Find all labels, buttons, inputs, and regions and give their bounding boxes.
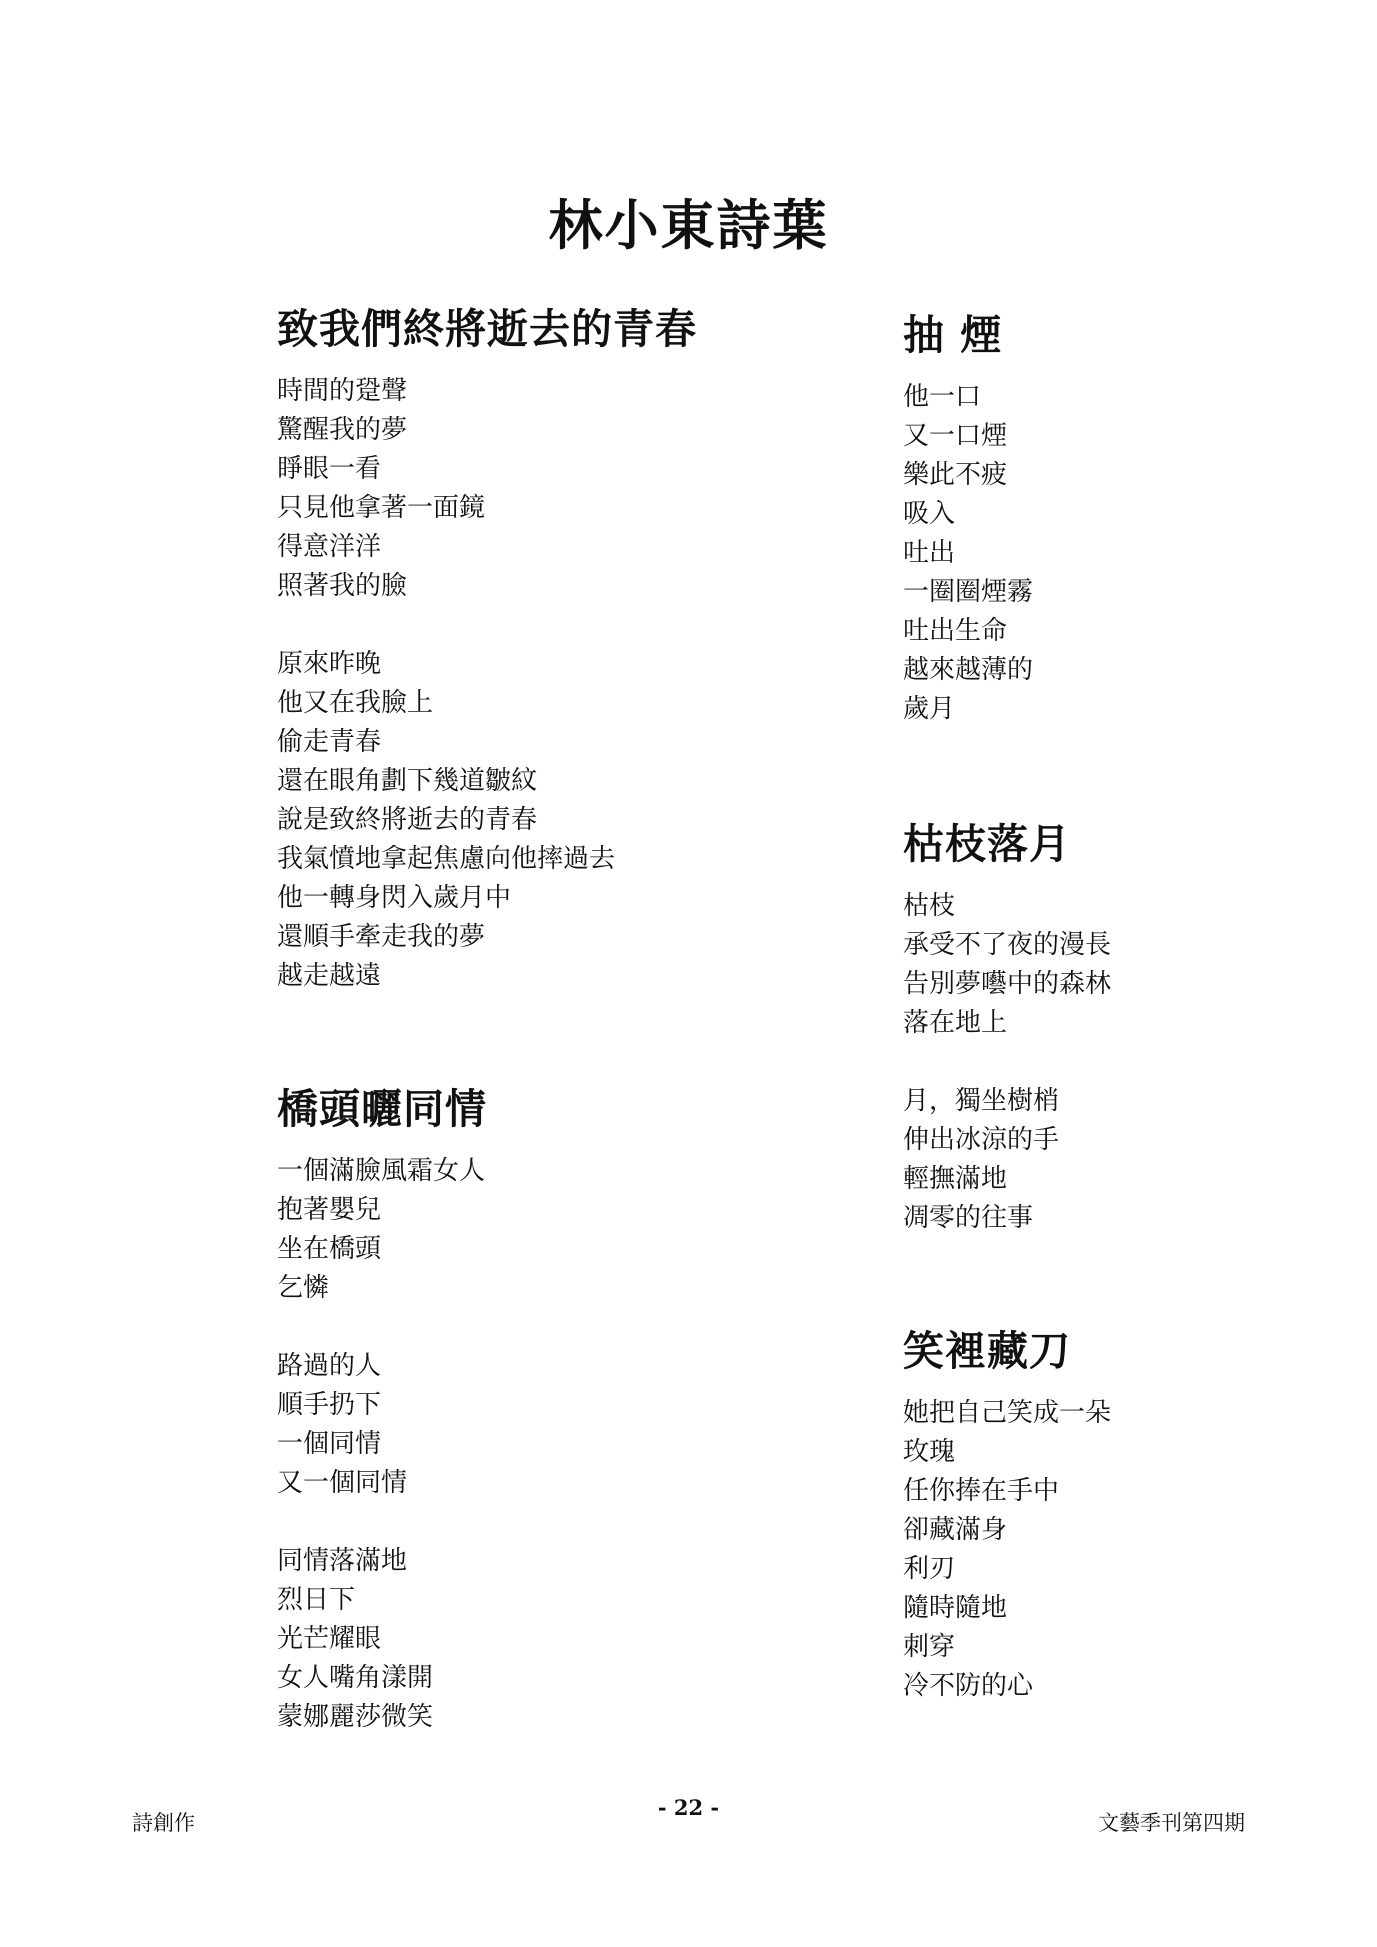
poem-line: 他又在我臉上 [277,688,434,718]
poem-line: 同情落滿地 [277,1546,408,1576]
poem-line: 落在地上 [903,1008,1008,1038]
poem-line: 刺穿 [903,1632,956,1662]
poem-line: 樂此不疲 [903,460,1008,490]
poem-line: 女人嘴角漾開 [277,1663,434,1693]
poem [277,300,837,996]
page-number: - 22 - [657,1795,720,1820]
stanza [903,1394,1283,1706]
poem-line: 他一轉身閃入歲月中 [277,883,512,913]
footer-section-label: 詩創作 [132,1811,195,1835]
poem-line: 說是致終將逝去的青春 [277,805,538,835]
poem-line: 一個滿臉風霜女人 [277,1156,486,1186]
poem-line: 吸入 [903,499,956,529]
stanza [903,887,1283,1043]
poem-line: 一個同情 [277,1429,382,1459]
poem-title: 笑裡藏刀 [903,1327,1071,1375]
poem [903,1322,1283,1706]
poem [903,815,1283,1238]
poem-line: 告別夢囈中的森林 [903,969,1112,999]
poem-line: 照著我的臉 [277,571,408,601]
poem-line: 任你捧在手中 [903,1476,1060,1506]
poem-line: 乞憐 [277,1273,330,1303]
poem-title: 抽 煙 [903,311,1003,359]
poem-line: 睜眼一看 [277,454,382,484]
page-title: 林小東詩葉 [548,193,829,257]
poem-line: 烈日下 [277,1585,356,1615]
poem-line: 原來昨晚 [277,649,382,679]
poem-line: 偷走青春 [277,727,382,757]
poem-line: 冷不防的心 [903,1671,1034,1701]
poem-line: 卻藏滿身 [903,1515,1008,1545]
poem [277,1080,837,1737]
poem-line: 順手扔下 [277,1390,382,1420]
stanza [277,645,837,996]
poem-line: 越來越薄的 [903,655,1034,685]
poem-line: 光芒耀眼 [277,1624,382,1654]
poem-line: 我氣憤地拿起焦慮向他摔過去 [277,844,616,874]
poem-line: 驚醒我的夢 [277,415,408,445]
poem-line: 又一口煙 [903,421,1008,451]
poem-line: 吐出 [903,538,956,568]
poem-line: 蒙娜麗莎微笑 [277,1702,434,1732]
poem-line: 利刃 [903,1554,956,1584]
poem-line: 又一個同情 [277,1468,408,1498]
stanza [277,1347,837,1503]
poem-line: 月，獨坐樹梢 [903,1086,1060,1116]
stanza [903,378,1283,729]
stanza [903,1082,1283,1238]
right-column [903,306,1283,1706]
poem-line: 玫瑰 [903,1437,956,1467]
poem-title: 致我們終將逝去的青春 [277,305,697,353]
poem-line: 隨時隨地 [903,1593,1008,1623]
poem-line: 伸出冰涼的手 [903,1125,1060,1155]
poem-line: 坐在橋頭 [277,1234,382,1264]
poem-title: 枯枝落月 [903,820,1071,868]
stanza [277,372,837,606]
poem-line: 她把自己笑成一朵 [903,1398,1112,1428]
poem-line: 吐出生命 [903,616,1008,646]
poem-line: 時間的跫聲 [277,376,408,406]
left-column [277,300,837,1737]
poem-line: 還在眼角劃下幾道皺紋 [277,766,538,796]
poem-title: 橋頭曬同情 [277,1085,487,1133]
poem-line: 只見他拿著一面鏡 [277,493,486,523]
poem-line: 越走越遠 [277,961,382,991]
footer-publication-title: 文藝季刊第四期 [1098,1811,1245,1835]
stanza [277,1152,837,1308]
stanza [277,1542,837,1737]
poem-line: 歲月 [903,694,956,724]
poem-line: 凋零的往事 [903,1203,1034,1233]
poem-line: 輕撫滿地 [903,1164,1008,1194]
poem [903,306,1283,729]
poem-line: 抱著嬰兒 [277,1195,382,1225]
poem-line: 一圈圈煙霧 [903,577,1034,607]
poem-line: 路過的人 [277,1351,382,1381]
poem-line: 還順手牽走我的夢 [277,922,486,952]
poem-line: 承受不了夜的漫長 [903,930,1112,960]
poem-line: 他一口 [903,382,982,412]
poem-line: 枯枝 [903,891,956,921]
poem-line: 得意洋洋 [277,532,382,562]
